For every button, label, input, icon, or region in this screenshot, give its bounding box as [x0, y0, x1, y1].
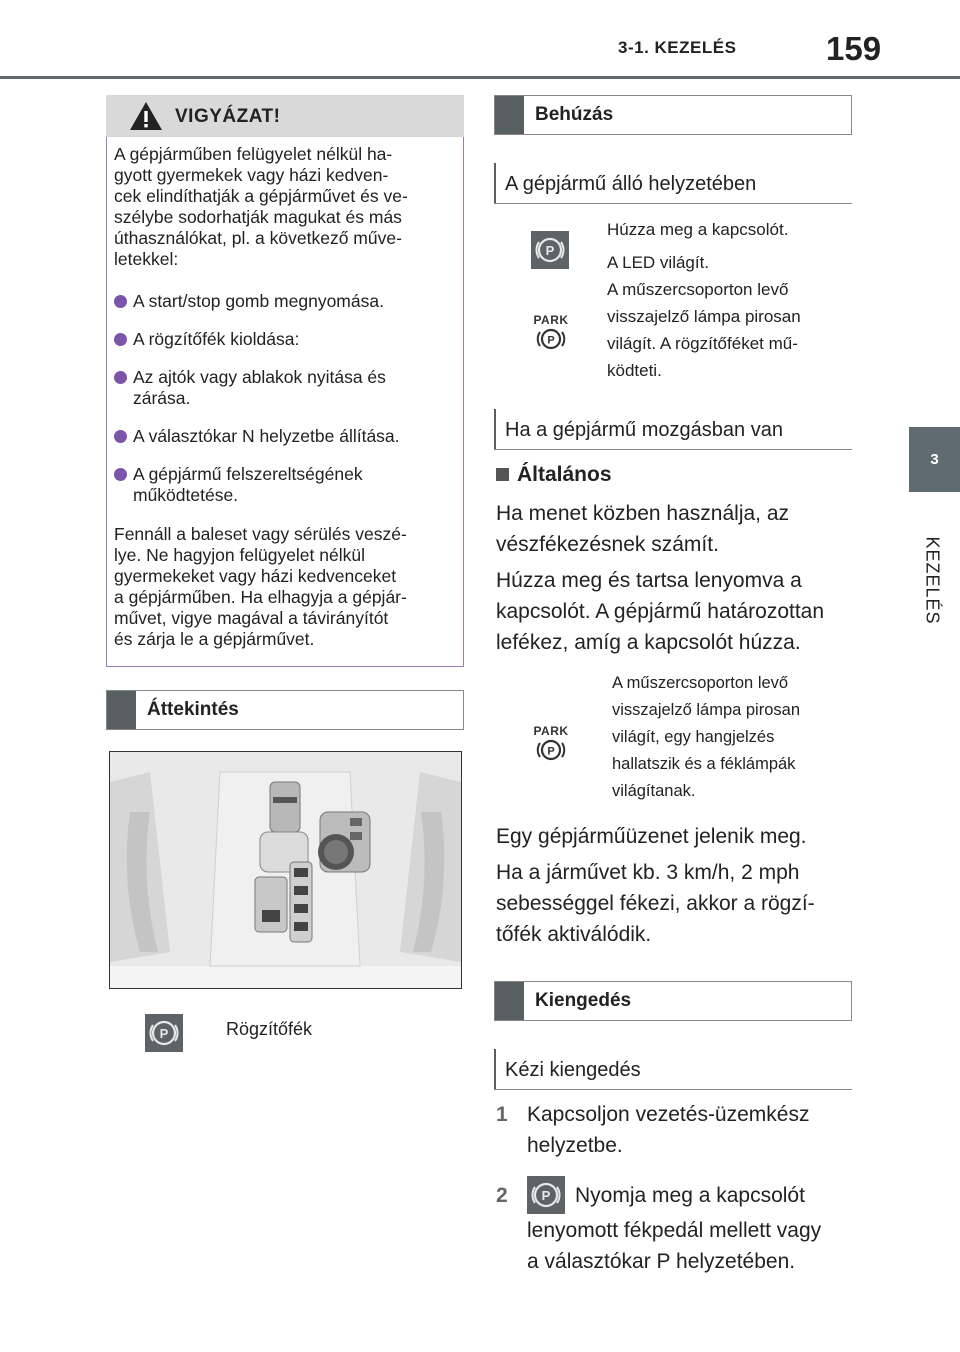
parking-brake-switch-icon: [531, 231, 569, 269]
step-1-text: Kapcsoljon vezetés-üzemkész helyzetbe.: [527, 1103, 810, 1157]
warning-bullet: Az ajtók vagy ablakok nyitása és zárása.: [114, 367, 454, 409]
section-title: 3-1. KEZELÉS: [618, 38, 737, 57]
svg-text:P: P: [545, 243, 555, 258]
general-heading: Általános: [496, 463, 612, 487]
pull-result: A LED világít. A műszercsoporton levő visszajelző lámpa pirosan világít. A rögzítőféket mű- ködteti.: [607, 253, 801, 380]
release-heading: Kiengedés: [494, 981, 852, 1021]
overview-heading: Áttekintés: [106, 690, 464, 730]
step-number: 1: [496, 1103, 508, 1126]
warning-bullet: A gépjármű felszereltségének működtetése.: [114, 464, 454, 506]
vehicle-message-text: Egy gépjárműüzenet jelenik meg.: [496, 825, 807, 848]
stationary-subheading: A gépjármű álló helyzetében: [494, 163, 852, 204]
svg-text:P: P: [541, 1188, 551, 1203]
moving-subheading: Ha a gépjármű mozgásban van: [494, 409, 852, 450]
general-text-2: Húzza meg és tartsa lenyomva a kapcsolót. A gépjármű határozottan lefékez, amíg a kapcsolót húzza.: [496, 569, 825, 654]
parking-brake-button-icon: [145, 1014, 183, 1052]
park-indicator-icon: PARK P: [533, 313, 569, 347]
parking-brake-caption: Rögzítőfék: [226, 1019, 313, 1039]
step-2-continued: lenyomott fékpedál mellett vagy a választókar P helyzetében.: [527, 1219, 822, 1273]
bullet-dot-icon: [114, 371, 127, 384]
console-illustration: [109, 751, 462, 989]
parking-brake-button-icon: [527, 1176, 565, 1214]
park-indicator-icon: PARK P: [533, 724, 569, 758]
header-rule: [0, 76, 960, 79]
bullet-dot-icon: [114, 430, 127, 443]
warning-intro: A gépjárműben felügyelet nélkül ha- gyott gyermekek vagy házi kedven- cek elindíthatják a gépjárművet és ve- szélybe sodorhatják magukat és más úthasználókat, pl. a következő műve- letekkel:: [114, 144, 408, 269]
warning-triangle-icon: [128, 100, 164, 132]
bullet-dot-icon: [114, 333, 127, 346]
pull-instruction: Húzza meg a kapcsolót.: [607, 220, 789, 239]
step-number: 2: [496, 1184, 508, 1207]
warning-bullet: A rögzítőfék kioldása:: [114, 329, 454, 350]
bullet-dot-icon: [114, 468, 127, 481]
warning-title: VIGYÁZAT!: [175, 106, 281, 127]
indicator-note: A műszercsoporton levő visszajelző lámpa pirosan világít, egy hangjelzés hallatszik és a féklámpák világítanak.: [612, 674, 801, 800]
chapter-label: KEZELÉS: [922, 536, 943, 625]
svg-text:P: P: [547, 745, 555, 758]
pull-heading: Behúzás: [494, 95, 852, 135]
bullet-dot-icon: [114, 295, 127, 308]
square-bullet-icon: [496, 468, 509, 481]
warning-bullet: A választókar N helyzetbe állítása.: [114, 426, 454, 447]
chapter-tab: 3: [909, 427, 960, 492]
general-text-1: Ha menet közben használja, az vészfékezésnek számít.: [496, 502, 790, 556]
manual-release-subheading: Kézi kiengedés: [494, 1049, 852, 1090]
svg-text:P: P: [547, 334, 555, 347]
activation-speed-text: Ha a járművet kb. 3 km/h, 2 mph sebességgel fékezi, akkor a rögzí- tőfék aktiválódik.: [496, 861, 815, 946]
warning-bullet: A start/stop gomb megnyomása.: [114, 291, 454, 312]
svg-text:P: P: [159, 1026, 169, 1041]
center-console-image: [110, 752, 461, 988]
page-number: 159: [826, 30, 882, 67]
step-2-text: Nyomja meg a kapcsolót: [575, 1184, 805, 1207]
warning-outro: Fennáll a baleset vagy sérülés veszé- lye. Ne hagyjon felügyelet nélkül gyermekeket vagy házi kedvenceket a gépjárműben. Ha elhagyja a gépjár- művet, vigye magával a távirányítót és zárja le a gépjárművet.: [114, 524, 407, 649]
